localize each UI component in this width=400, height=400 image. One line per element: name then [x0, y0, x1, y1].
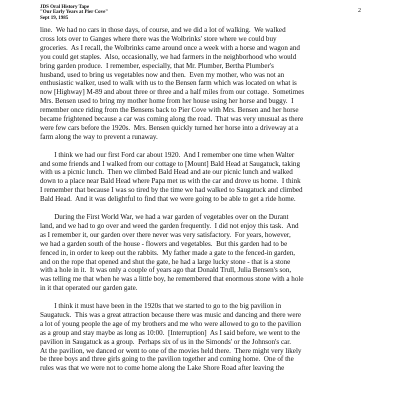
text-line: a lot of young people the age of my brothers and me who were allowed to go to the pavilion — [40, 319, 302, 328]
text-line: I think we had our first Ford car about 1920. And I remember one time when Walter — [40, 150, 295, 159]
text-line: Mrs. Bensen used to bring my mother home from her house using her horse and buggy. I — [40, 97, 294, 106]
text-line: fenced in, in order to keep out the rabbits. My father made a gate to the fenced-in garden, — [40, 248, 296, 257]
text-line: I remember that because I was so tired by the time we had walked to Saugatuck and climbed — [40, 186, 303, 195]
header-line-1: JDS Oral History Tape — [40, 5, 90, 10]
header-line-3: Sept 19, 1985 — [40, 15, 69, 21]
text-line: with a hole in it. It was only a couple of years ago that Donald Trull, Julia Bensen's son, — [40, 266, 292, 275]
document-body — [40, 26, 362, 382]
text-line: bring garden produce. I remember, especially, that Mr. Plumber, Bertha Plumber's — [40, 61, 274, 70]
text-line: farm along the way to prevent a runaway. — [40, 132, 158, 141]
text-line: and some friends and I walked from our cottage to [Mount] Bald Head at Saugatuck, taking — [40, 159, 301, 168]
text-line: Saugatuck. This was a great attraction because there was music and dancing and there were — [40, 310, 302, 319]
text-line: you could get staples. Also, occasionally, we had farmers in the neighborhood who would — [40, 52, 297, 61]
text-line: in it that operated our garden gate. — [40, 284, 138, 293]
text-line: with us a picnic lunch. Then we climbed Bald Head and ate our picnic lunch and walked — [40, 168, 293, 177]
text-line: I think it must have been in the 1920s that we started to go to the big pavilion in — [40, 302, 282, 311]
page-number: 2 — [358, 8, 361, 14]
text-line: as I remember it, our garden over there never was very satisfactory. For years, however, — [40, 230, 291, 239]
paragraph — [40, 26, 362, 142]
text-line: as a group and stay maybe as long as 10:00. [Interruption] As I said before, we went to the — [40, 328, 301, 337]
text-line: were few cars before the 1920s. Mrs. Bensen quickly turned her horse into a driveway at a — [40, 123, 299, 132]
text-line: Bald Head. And it was delightful to find that we were going to be able to get a ride home. — [40, 195, 296, 204]
paragraph — [40, 213, 362, 293]
text-line: cross lots over to Ganges where there was the Wolbrinks' store where we could buy — [40, 34, 277, 43]
text-line: groceries. As I recall, the Wolbrinks came around once a week with a horse and wagon and — [40, 43, 300, 52]
text-line: was telling me that when he was a little boy, he remembered that enormous stone with a hole — [40, 275, 304, 284]
text-line: rules was that we were not to come home along the Lake Shore Road after leaving the — [40, 364, 285, 373]
document-header — [40, 5, 108, 21]
text-line: line. We had no cars in those days, of course, and we did a lot of walking. We walked — [40, 26, 286, 34]
text-line: we had a garden south of the house - flowers and vegetables. But this garden had to be — [40, 239, 288, 248]
header-line-2: "Our Early Years at Pier Cove" — [40, 10, 109, 16]
text-line: down to a place near Bald Head where Papa met us with the car and drove us home. I think — [40, 177, 301, 186]
text-line: During the First World War, we had a war garden of vegetables over on the Durant — [40, 213, 289, 221]
text-line: At the pavilion, we danced or went to one of the movies held there. There might very likely — [40, 346, 302, 355]
paragraph — [40, 151, 362, 204]
text-line: remember once riding from the Bensens back to Pier Cove with Mrs. Bensen and her horse — [40, 106, 299, 115]
paragraph — [40, 302, 362, 373]
text-line: became frightened because a car was coming along the road. That was very unusual as there — [40, 115, 304, 124]
text-line: enthusiastic walker, used to walk with us to the Bensen farm which was located on what is — [40, 79, 297, 88]
text-line: husband, used to bring us vegetables now and then. Even my mother, who was not an — [40, 70, 285, 79]
text-line: be three boys and three girls going to the pavilion together and coming home. One of the — [40, 355, 294, 364]
text-line: land, and we had to go over and weed the garden frequently. I did not enjoy this task. And — [40, 221, 299, 230]
text-line: pavilion in Saugatuck as a group. Perhaps six of us in the Simonds' or the Johnson's car. — [40, 337, 292, 346]
text-line: and on the rope that opened and shut the gate, he had a large lucky stone - that is a stone — [40, 257, 291, 266]
text-line: now [Highway] M-89 and about three or three and a half miles from our cottage. Sometimes — [40, 88, 305, 97]
